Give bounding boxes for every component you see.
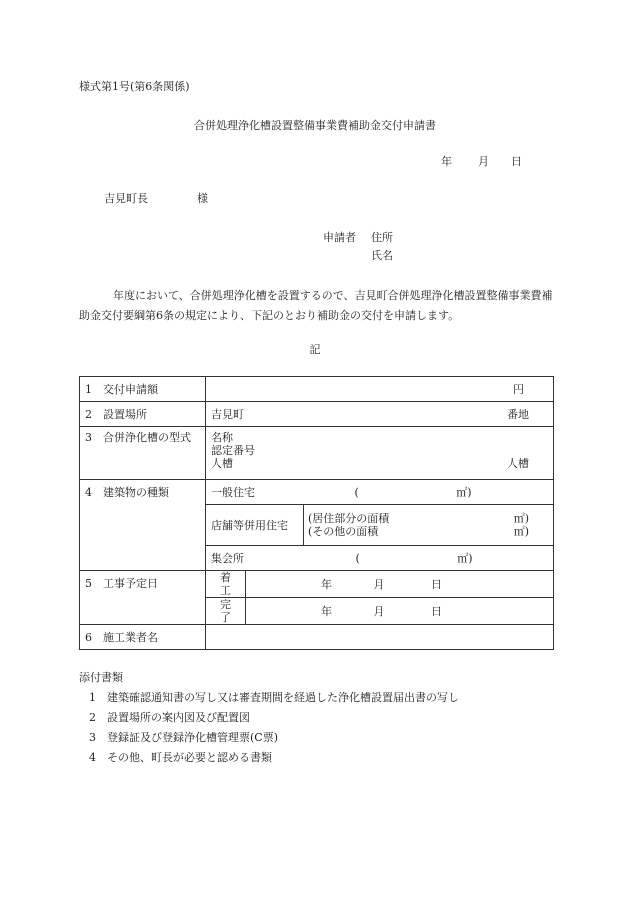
table-row xyxy=(80,480,554,505)
end-date-field[interactable]: 年 月 日 xyxy=(246,598,554,625)
attachments-heading: 添付書類 xyxy=(79,671,123,684)
table-row xyxy=(80,402,554,427)
applicant-label: 申請者 xyxy=(323,231,356,244)
building-shop-area[interactable]: (居住部分の面積 ㎡) (その他の面積 ㎡) xyxy=(304,505,554,546)
document-title: 合併処理浄化槽設置整備事業費補助金交付申請書 xyxy=(194,119,436,132)
attachments-section xyxy=(79,668,459,768)
end-label: 完 了 xyxy=(206,598,246,625)
amount-field[interactable]: 円 xyxy=(206,377,554,402)
table-row xyxy=(80,377,554,402)
table-row xyxy=(80,571,554,598)
date-month: 月 xyxy=(478,155,489,168)
addressee-name: 吉見町長 xyxy=(104,192,148,205)
date-year: 年 xyxy=(441,155,452,168)
start-date-field[interactable]: 年 月 日 xyxy=(246,571,554,598)
row-label-schedule: 5 工事予定日 xyxy=(80,571,206,625)
building-hall-option[interactable]: 集会所 ( ㎡) xyxy=(206,546,554,571)
list-item: 2 設置場所の案内図及び配置図 xyxy=(89,711,250,724)
row-label-building-type: 4 建築物の種類 xyxy=(80,480,206,571)
building-shop-option[interactable]: 店舗等併用住宅 xyxy=(206,505,304,546)
list-item: 4 その他、町長が必要と認める書類 xyxy=(89,751,272,764)
table-row xyxy=(80,625,554,650)
body-paragraph: 年度において、合併処理浄化槽を設置するので、吉見町合併処理浄化槽設置整備事業費補助金交付要綱第6条の規定により、下記のとおり補助金の交付を申請します。 xyxy=(79,289,553,322)
contractor-field[interactable] xyxy=(206,625,554,650)
row-label-location: 2 設置場所 xyxy=(80,402,206,427)
row-label-contractor: 6 施工業者名 xyxy=(80,625,206,650)
building-house-option[interactable]: 一般住宅 ( ㎡) xyxy=(206,480,554,505)
tank-cert-label: 認定番号 xyxy=(211,444,255,457)
start-label: 着 工 xyxy=(206,571,246,598)
list-item: 3 登録証及び登録浄化槽管理票(C票) xyxy=(89,731,278,744)
list-item: 1 建築確認通知書の写し又は審査期間を経過した浄化槽設置届出書の写し xyxy=(89,691,459,704)
application-table xyxy=(79,376,554,650)
addressee-honorific: 様 xyxy=(197,192,208,205)
tank-type-field[interactable]: 名称 認定番号 人槽 人槽 xyxy=(206,427,554,480)
form-number: 様式第1号(第6条関係) xyxy=(79,80,190,93)
applicant-address-label: 住所 xyxy=(371,231,393,244)
applicant-name-label: 氏名 xyxy=(371,249,393,262)
ki-heading: 記 xyxy=(309,343,321,356)
row-label-amount: 1 交付申請額 xyxy=(80,377,206,402)
tank-name-label: 名称 xyxy=(211,431,233,444)
date-day: 日 xyxy=(511,155,522,168)
tank-capacity-label: 人槽 xyxy=(211,457,233,470)
row-label-tank-type: 3 合併浄化槽の型式 xyxy=(80,427,206,480)
location-field[interactable]: 吉見町 番地 xyxy=(206,402,554,427)
table-row xyxy=(80,427,554,480)
